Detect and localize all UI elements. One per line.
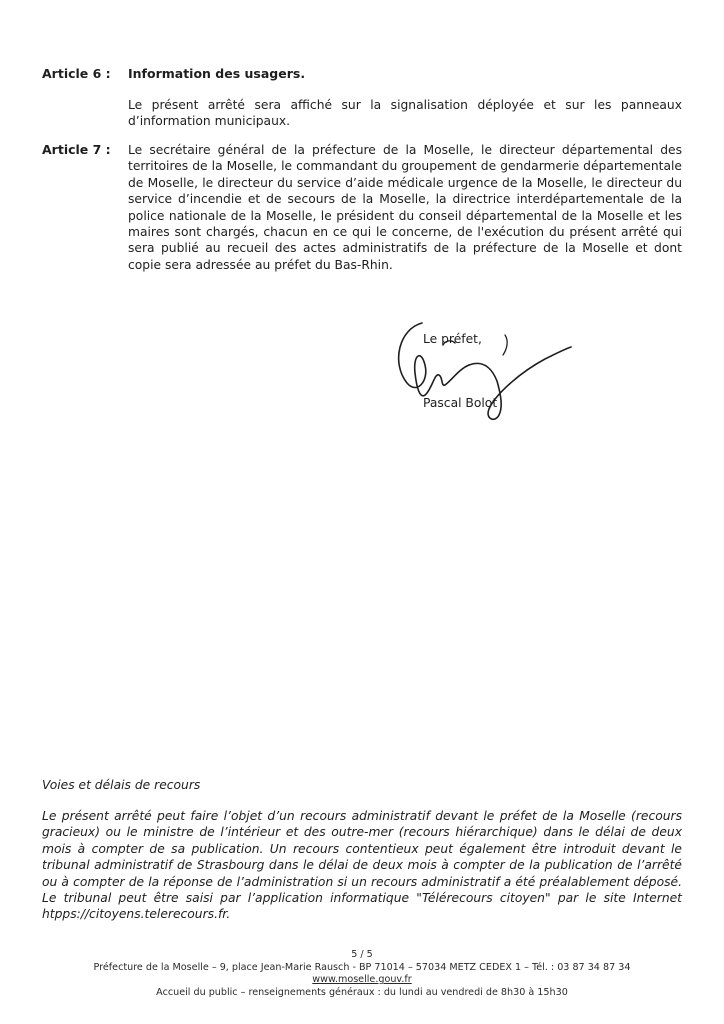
article-7-label: Article 7 :	[42, 142, 111, 157]
article-6-body: Le présent arrêté sera affiché sur la signalisation déployée et sur les panneaux d’information municipaux.	[128, 98, 682, 129]
article-7-body: Le secrétaire général de la préfecture de la Moselle, le directeur départemental des territoires de la Moselle, le commandant du groupement de gendarmerie départementale de Moselle, le directeur du service d’aide médicale urgence de la Moselle, le directeur du service d’incendie et de secours de la Moselle, la directrice interdépartementale de la police nationale de la Moselle, le président du conseil départemental de la Moselle et les maires sont chargés, chacun en ce qui le concerne, de l'exécution du présent arrêté qui sera publié au recueil des actes administratifs de la préfecture de la Moselle et dont copie sera adressée au préfet du Bas-Rhin.	[128, 143, 682, 272]
page-number: 5 / 5	[351, 949, 373, 960]
footer-address: Préfecture de la Moselle – 9, place Jean-Marie Rausch - BP 71014 – 57034 METZ CEDEX 1 – Tél. : 03 87 34 87 34	[93, 961, 631, 973]
article-6-label: Article 6 :	[42, 66, 111, 81]
signature-block	[385, 315, 575, 425]
signatory-title: Le préfet,	[423, 332, 482, 346]
article-6-title: Information des usagers.	[128, 66, 306, 81]
appeal-section-title: Voies et délais de recours	[42, 778, 201, 792]
footer-website-link[interactable]: www.moselle.gouv.fr	[312, 974, 412, 986]
article-6	[42, 66, 682, 129]
page-footer	[0, 949, 724, 999]
handwritten-signature	[385, 315, 575, 425]
article-7	[42, 142, 682, 282]
appeal-section-body: Le présent arrêté peut faire l’objet d’un recours administratif devant le préfet de la Moselle (recours gracieux) ou le ministre de l’intérieur et des outre-mer (recours hiérarchique) dans le délai de deux mois à compter de sa publication. Un recours contentieux peut également être introduit devant le tribunal administratif de Strasbourg dans le délai de deux mois à compter de la publication de l’arrêté ou à compter de la réponse de l’administration si un recours administratif a été préalablement déposé. Le tribunal peut être saisi par l’application informatique "Télérecours citoyen" par le site Internet htpps://citoyens.telerecours.fr.	[42, 809, 682, 922]
signatory-name: Pascal Bolot	[423, 396, 498, 410]
footer-hours: Accueil du public – renseignements généraux : du lundi au vendredi de 8h30 à 15h30	[156, 986, 568, 998]
